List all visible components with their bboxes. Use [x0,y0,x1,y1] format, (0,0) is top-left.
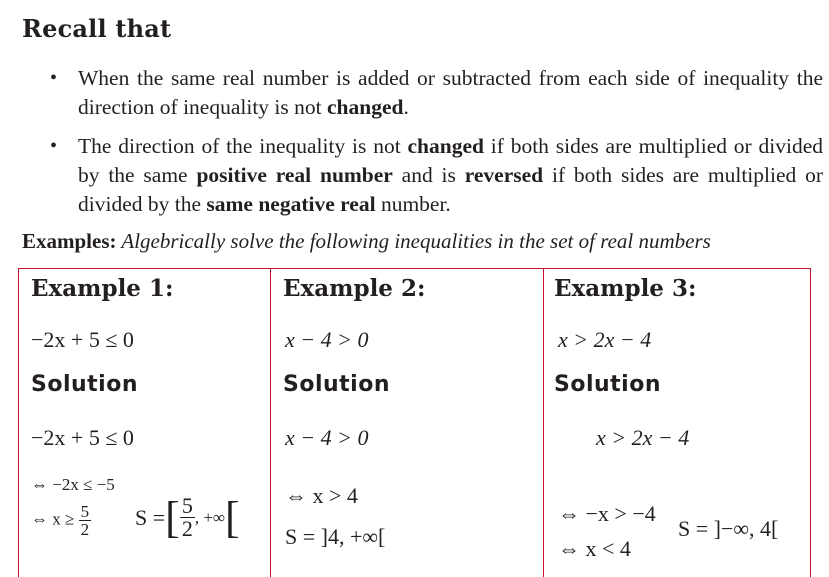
recall-title: Recall that [22,14,172,43]
example-3-problem: x > 2x − 4 [558,327,652,352]
example-3-solution-label: Solution [554,372,661,397]
recall-bullet-list [0,64,829,219]
example-1-step-2: ⇔ −2x ≤ −5 [31,475,115,494]
example-3-step-3: ⇔ x < 4 [558,536,631,561]
example-2-header: Example 2: [283,275,426,302]
bullet-2-bold-negative: same negative real [206,192,376,216]
example-2-answer: S = ]4, +∞[ [285,524,386,549]
example-2-step-2: ⇔ x > 4 [285,483,358,508]
example-1-set-separator: , +∞ [194,507,226,527]
bullet-1-bold-changed: changed [327,95,404,119]
bullet-dot-icon: • [50,135,58,157]
example-2-column [271,269,543,577]
example-2-problem: x − 4 > 0 [285,327,369,352]
bullet-1-text-a: When the same real number is added or subtracted from each side of inequality the direction of inequality is not [78,66,823,119]
example-1-solution-label: Solution [31,372,138,397]
bullet-dot-icon: • [50,67,58,89]
example-1-solution-set [135,492,240,542]
bullet-2-bold-positive: positive real number [196,163,393,187]
example-1-column [19,269,270,577]
fraction-numerator: 5 [80,502,90,521]
example-3-column [544,269,810,577]
bullet-2-text-d: if both sides are multiplied or divided by the [78,163,823,216]
bullet-2-text-c: and is [392,163,465,187]
example-3-step-2: ⇔ −x > −4 [558,501,656,526]
bullet-2-text-b: if both sides are multiplied or divided by the same [78,134,824,187]
bullet-2-text-a: The direction of the inequality is not [78,134,408,158]
example-1-set-fraction [180,495,195,540]
bullet-1-text-b: . [403,95,409,119]
example-1-set-label: S = [135,504,166,530]
example-2-step-1: x − 4 > 0 [285,425,369,450]
example-1-step-3 [31,503,91,538]
example-1-header: Example 1: [31,275,174,302]
example-1-step-1: −2x + 5 ≤ 0 [31,425,134,450]
example-3-step-1: x > 2x − 4 [596,425,690,450]
example-3-header: Example 3: [554,275,697,302]
examples-label: Examples: [22,229,117,253]
example-1-step-3-fraction [79,503,92,538]
bullet-2-bold-reversed: reversed [464,163,544,187]
example-3-answer: S = ]−∞, 4[ [678,516,779,541]
example-1-set-open-bracket: [ [165,492,180,542]
example-2-solution-label: Solution [283,372,390,397]
examples-instruction: Algebrically solve the following inequalities in the set of real numbers [116,229,711,253]
example-1-problem: −2x + 5 ≤ 0 [31,327,134,352]
examples-table [18,268,811,577]
examples-intro [22,229,711,254]
bullet-2-text-e: number. [375,192,451,216]
recall-bullet-2 [0,132,829,219]
fraction-denominator: 2 [80,520,90,539]
bullet-2-bold-changed: changed [407,134,484,158]
example-1-set-close-bracket: [ [225,492,240,542]
example-1-step-3-prefix: ⇔ x ≥ [31,509,75,529]
recall-bullet-1 [0,64,829,122]
fraction-denominator: 2 [181,516,193,541]
fraction-numerator: 5 [181,493,193,518]
